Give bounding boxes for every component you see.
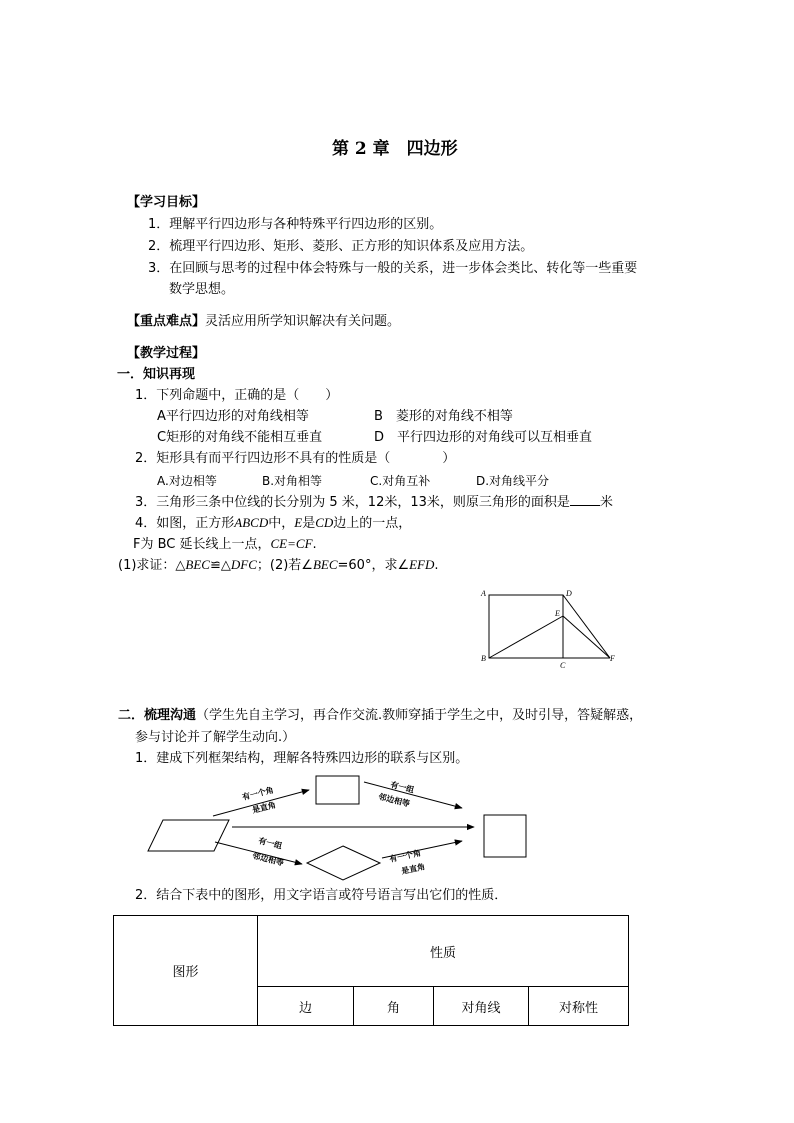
answer-blank [570, 493, 600, 506]
question-2: 2．矩形具有而平行四边形不具有的性质是（ ） [135, 451, 456, 466]
q4-text: 边上的一点， [333, 516, 412, 531]
part2-intro2: 参与讨论并了解学生动向.） [135, 730, 296, 745]
q4-text: ；(2)若∠ [256, 558, 313, 573]
label-is-right-angle: 是直角 [400, 862, 426, 876]
option-1a: A平行四边形的对角线相等 [157, 409, 309, 424]
part2-heading: 二．梳理沟通 [118, 708, 197, 723]
label-one-pair: 有一组 [257, 836, 283, 851]
option-2c: C.对角互补 [370, 474, 431, 488]
question-3-unit: 米 [599, 495, 613, 510]
label-f: F [610, 654, 615, 663]
label-one-right-angle: 有一个角 [241, 785, 275, 802]
label-one-right-angle: 有一个角 [388, 848, 422, 864]
q4-text: . [312, 537, 317, 552]
goal-item: 3．在回顾与思考的过程中体会特殊与一般的关系，进一步体会类比、转化等一些重要 [148, 261, 638, 276]
page-title: 第 2 章 四边形 [332, 139, 458, 159]
option-1d: D 平行四边形的对角线可以互相垂直 [374, 430, 593, 445]
header-symmetry: 对称性 [529, 987, 629, 1026]
keypoints-heading: 【重点难点】 [127, 314, 206, 329]
q4-abcd: ABCD [234, 515, 269, 530]
question-3 [135, 493, 613, 511]
label-e: E [555, 609, 560, 618]
label-adjacent-equal: 邻边相等 [377, 792, 411, 809]
q4-text: 4．如图，正方形 [135, 516, 235, 531]
rhombus-shape [307, 846, 380, 880]
question-3-text: 3．三角形三条中位线的长分别为 5 米，12米，13米，则原三角形的面积是 [135, 495, 570, 510]
q4-text: F为 BC 延长线上一点， [133, 537, 271, 552]
q4-text: =60°，求∠ [337, 558, 410, 573]
question-4-line3 [118, 556, 439, 574]
q4-text: (1)求证：△ [118, 558, 186, 573]
label-is-right-angle: 是直角 [251, 800, 277, 815]
line-df [563, 595, 610, 658]
option-1b: B 菱形的对角线不相等 [374, 409, 513, 424]
header-diagonals: 对角线 [434, 987, 529, 1026]
q4-text: 中， [268, 516, 295, 531]
part1-heading: 一．知识再现 [117, 367, 196, 382]
label-c: C [560, 661, 566, 670]
process-heading: 【教学过程】 [127, 346, 206, 361]
option-2d: D.对角线平分 [476, 474, 550, 488]
square-shape [484, 815, 526, 857]
keypoints [127, 313, 400, 330]
option-2b: B.对角相等 [262, 474, 323, 488]
question-4-line2 [133, 535, 317, 553]
header-shape: 图形 [114, 916, 258, 1026]
arrow-rhombus-to-square [382, 841, 462, 858]
q4-text: . [434, 558, 439, 573]
rectangle-shape [316, 776, 359, 804]
option-2a: A.对边相等 [157, 474, 217, 488]
q4-text: 是 [302, 516, 316, 531]
keypoints-text: 灵活应用所学知识解决有关问题。 [205, 314, 401, 329]
line-be [489, 616, 563, 658]
properties-table [113, 915, 629, 1026]
goal-item: 2．梳理平行四边形、矩形、菱形、正方形的知识体系及应用方法。 [148, 239, 534, 254]
header-sides: 边 [258, 987, 354, 1026]
goal-item: 数学思想。 [169, 282, 235, 297]
q4-efd: EFD [409, 557, 435, 572]
q4-cd: CD [315, 515, 334, 530]
q4-bec: BEC [185, 557, 210, 572]
part2-question-1: 1．建成下列框架结构，理解各特殊四边形的联系与区别。 [135, 751, 469, 766]
q4-text: ≌△ [209, 558, 231, 573]
header-angles: 角 [354, 987, 434, 1026]
part2-line1 [118, 707, 642, 724]
label-adjacent-equal: 邻边相等 [251, 851, 285, 868]
option-1c: C矩形的对角线不能相互垂直 [157, 430, 323, 445]
question-1: 1．下列命题中，正确的是（ ） [135, 388, 339, 403]
arrow-rect-to-square [364, 782, 462, 808]
square-abcd [489, 595, 563, 658]
arrow-to-rectangle [213, 790, 309, 816]
header-properties: 性质 [258, 916, 629, 987]
q4-e: E [294, 515, 303, 530]
q4-bec: BEC [312, 557, 338, 572]
q4-dfc: DFC [230, 557, 257, 572]
label-b: B [481, 654, 486, 663]
label-d: D [566, 589, 572, 598]
goal-item: 1．理解平行四边形与各种特殊平行四边形的区别。 [148, 217, 443, 232]
label-a: A [481, 589, 486, 598]
q4-ce-cf: CE=CF [270, 536, 313, 551]
parallelogram-shape [148, 820, 229, 851]
line-ef [563, 616, 610, 658]
part2-question-2: 2．结合下表中的图形，用文字语言或符号语言写出它们的性质． [135, 888, 508, 903]
label-one-pair: 有一组 [389, 780, 415, 795]
goals-heading: 【学习目标】 [127, 195, 206, 210]
arrow-to-rhombus [215, 842, 302, 864]
question-4-line1 [135, 514, 411, 532]
part2-intro: （学生先自主学习，再合作交流.教师穿插于学生之中，及时引导，答疑解惑， [196, 708, 643, 723]
